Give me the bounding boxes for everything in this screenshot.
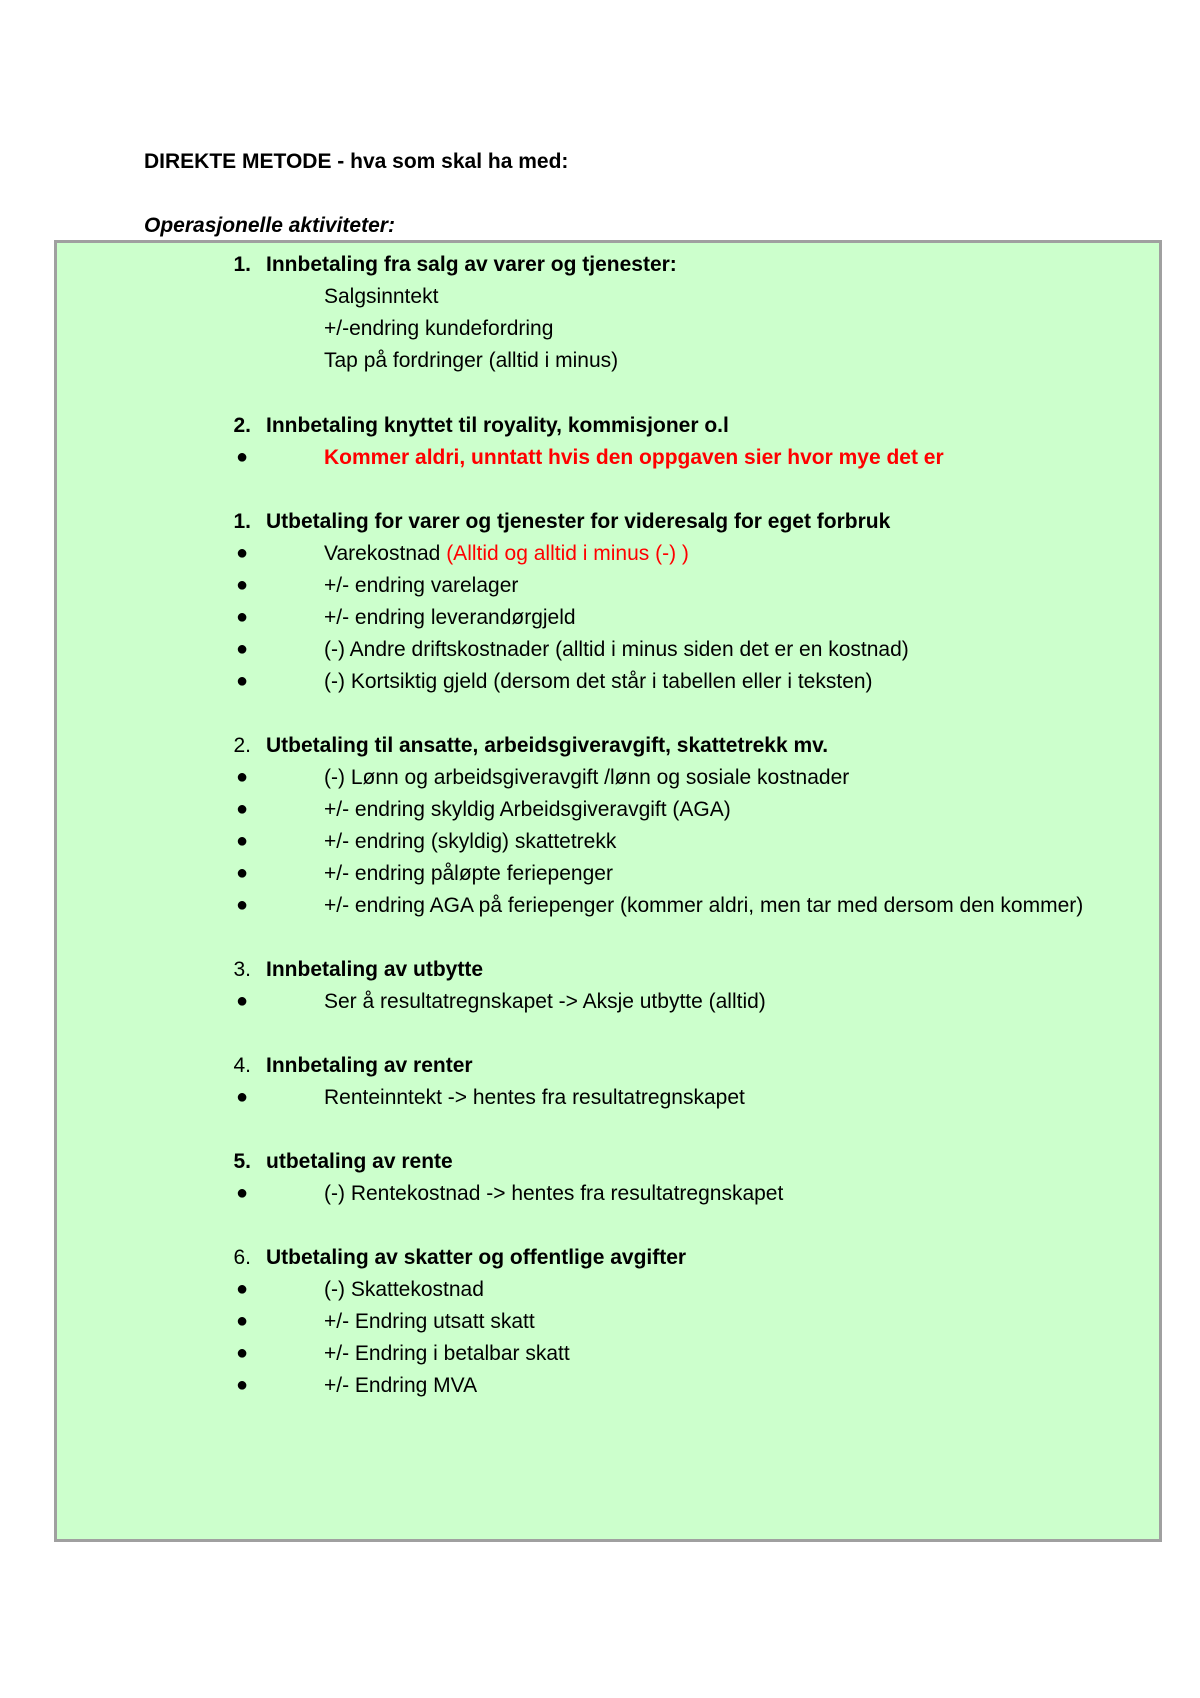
section-heading: Innbetaling av renter: [266, 1054, 473, 1077]
list-item: ● Ser å resultatregnskapet -> Aksje utbytte (alltid): [57, 986, 1159, 1018]
section-heading: Innbetaling fra salg av varer og tjenester:: [266, 253, 677, 276]
section-heading: Utbetaling for varer og tjenester for videresalg for eget forbruk: [266, 510, 891, 533]
page-title-rest: - hva som skal ha med:: [331, 150, 569, 173]
section-heading: Utbetaling av skatter og offentlige avgifter: [266, 1246, 687, 1269]
section-heading: Innbetaling av utbytte: [266, 958, 484, 981]
list-item: ● +/- endring leverandørgjeld: [57, 602, 1159, 634]
bullet-icon: ●: [235, 446, 249, 468]
bullet-icon: ●: [235, 1086, 249, 1108]
section-number: 6.: [233, 1246, 251, 1269]
list-item: ● (-) Lønn og arbeidsgiveravgift /lønn og sosiale kostnader: [57, 762, 1159, 794]
list-item: +/-endring kundefordring: [324, 317, 554, 340]
list-item: ● +/- Endring i betalbar skatt: [57, 1338, 1159, 1370]
page-title-bold: DIREKTE METODE: [144, 150, 332, 173]
list-item: ● +/- endring skyldig Arbeidsgiveravgift (AGA): [57, 794, 1159, 826]
bullet-icon: ●: [235, 1342, 249, 1364]
content-box: [54, 240, 1162, 1542]
bullet-icon: ●: [235, 606, 249, 628]
list-item: ● (-) Andre driftskostnader (alltid i minus siden det er en kostnad): [57, 634, 1159, 666]
list-item: ● +/- endring påløpte feriepenger: [57, 858, 1159, 890]
bullet-icon: ●: [235, 894, 249, 916]
list-item: ● +/- Endring utsatt skatt: [57, 1306, 1159, 1338]
bullet-icon: ●: [235, 542, 249, 564]
bullet-icon: ●: [235, 1278, 249, 1300]
bullet-icon: ●: [235, 1310, 249, 1332]
list-item: ● (-) Skattekostnad: [57, 1274, 1159, 1306]
list-item: ● +/- endring (skyldig) skattetrekk: [57, 826, 1159, 858]
list-item: ● Kommer aldri, unntatt hvis den oppgaven sier hvor mye det er: [57, 442, 1159, 474]
section-number: 1.: [233, 253, 251, 276]
section-number: 1.: [233, 510, 251, 533]
bullet-icon: ●: [235, 766, 249, 788]
list-item: ● +/- endring varelager: [57, 570, 1159, 602]
bullet-icon: ●: [235, 670, 249, 692]
bullet-icon: ●: [235, 638, 249, 660]
section-heading: utbetaling av rente: [266, 1150, 453, 1173]
section-heading: Utbetaling til ansatte, arbeidsgiveravgift, skattetrekk mv.: [266, 734, 829, 757]
list-item: ● (-) Kortsiktig gjeld (dersom det står i tabellen eller i teksten): [57, 666, 1159, 698]
bullet-icon: ●: [235, 862, 249, 884]
section-heading: Innbetaling knyttet til royality, kommisjoner o.l: [266, 414, 729, 437]
bullet-icon: ●: [235, 830, 249, 852]
section-number: 5.: [233, 1150, 251, 1173]
bullet-icon: ●: [235, 574, 249, 596]
list-item: ● Renteinntekt -> hentes fra resultatregnskapet: [57, 1082, 1159, 1114]
list-item: Salgsinntekt: [324, 285, 439, 308]
section-number: 2.: [233, 734, 251, 757]
list-item: ● Varekostnad (Alltid og alltid i minus (-) ): [57, 538, 1159, 570]
list-item: ● (-) Rentekostnad -> hentes fra resultatregnskapet: [57, 1178, 1159, 1210]
section-number: 4.: [233, 1054, 251, 1077]
list-item: ● +/- endring AGA på feriepenger (kommer aldri, men tar med dersom den kommer): [57, 890, 1159, 922]
section-subtitle: Operasjonelle aktiviteter:: [144, 214, 395, 237]
bullet-icon: ●: [235, 798, 249, 820]
page-title: [144, 150, 568, 174]
section-number: 2.: [233, 414, 251, 437]
list-item: ● +/- Endring MVA: [57, 1370, 1159, 1402]
bullet-icon: ●: [235, 1182, 249, 1204]
section-number: 3.: [233, 958, 251, 981]
list-item: Tap på fordringer (alltid i minus): [324, 349, 619, 372]
bullet-icon: ●: [235, 1374, 249, 1396]
bullet-icon: ●: [235, 990, 249, 1012]
